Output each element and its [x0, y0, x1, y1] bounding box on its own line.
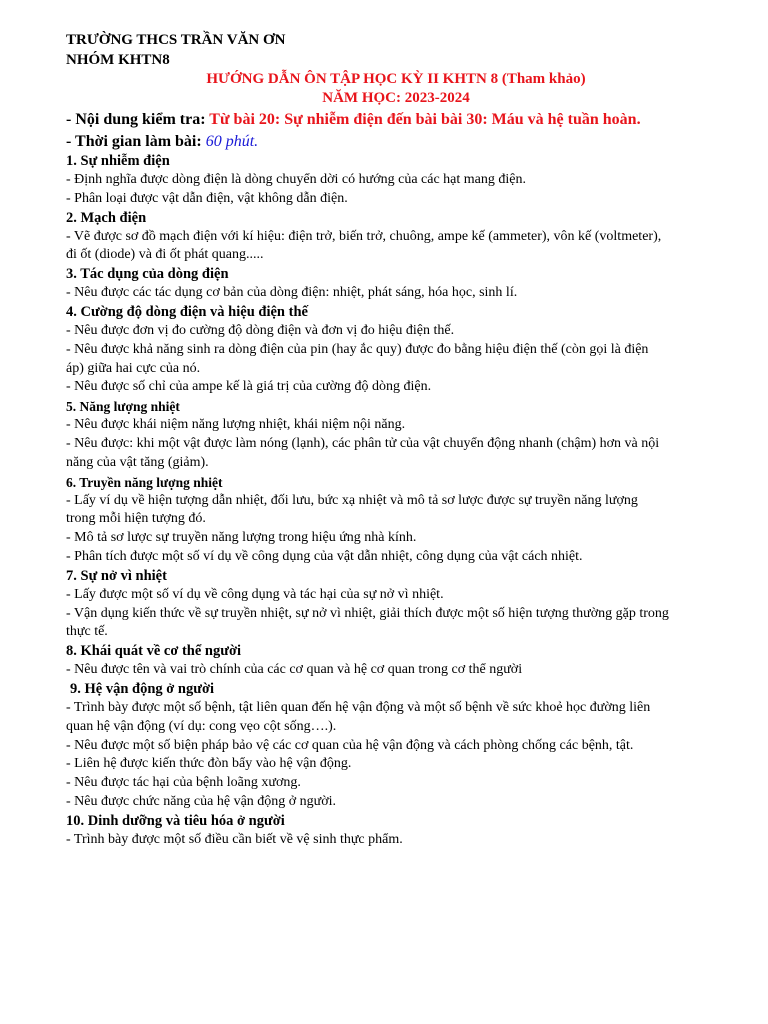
section-heading: 6. Truyền năng lượng nhiệt — [66, 474, 223, 490]
section — [66, 397, 726, 472]
school-name: TRƯỜNG THCS TRẦN VĂN ƠN — [66, 32, 286, 48]
section — [66, 265, 726, 303]
section-heading: 10. Dinh dưỡng và tiêu hóa ở người — [66, 812, 285, 829]
exam-content-value: Từ bài 20: Sự nhiễm điện đến bài bài 30: Máu và hệ tuần hoàn. — [209, 111, 641, 128]
section-line: thực tế. — [66, 624, 108, 640]
section-heading: 4. Cường độ dòng điện và hiệu điện thế — [66, 303, 308, 320]
exam-content-label: - Nội dung kiểm tra: — [66, 111, 210, 128]
section-line: áp) giữa hai cực của nó. — [66, 360, 201, 376]
section-line: - Nêu được khả năng sinh ra dòng điện của pin (hay ắc quy) được đo bằng hiệu điện thế (còn gọi là điện — [66, 341, 649, 357]
section-line: - Nêu được: khi một vật được làm nóng (lạnh), các phân tử của vật chuyển động nhanh (chậm) hơn và nội — [66, 435, 660, 451]
section-line: - Nêu được số chỉ của ampe kế là giá trị của cường độ dòng điện. — [66, 379, 432, 395]
section-line: - Nêu được các tác dụng cơ bản của dòng điện: nhiệt, phát sáng, hóa học, sinh lí. — [66, 285, 518, 301]
section-line: đi ốt (diode) và đi ốt phát quang..... — [66, 247, 264, 263]
section-line: - Trình bày được một số điều cần biết về vệ sinh thực phẩm. — [66, 831, 403, 847]
exam-content-line — [66, 109, 726, 130]
exam-time-value: 60 phút. — [205, 133, 259, 150]
section-line: - Phân loại được vật dẫn điện, vật không dẫn điện. — [66, 190, 348, 206]
section-line: - Nêu được một số biện pháp bảo vệ các cơ quan của hệ vận động và cách phòng chống các bệnh, tật. — [66, 737, 634, 753]
section-line: - Liên hệ được kiến thức đòn bẩy vào hệ vận động. — [66, 756, 352, 772]
exam-time-label: - Thời gian làm bài: — [66, 133, 206, 150]
section — [66, 473, 726, 567]
section-heading: 5. Năng lượng nhiệt — [66, 399, 180, 415]
section-line: - Lấy ví dụ về hiện tượng dẫn nhiệt, đối lưu, bức xạ nhiệt và mô tả sơ lược được sự truyền năng lượng — [66, 492, 638, 508]
section-heading: 1. Sự nhiễm điện — [66, 153, 170, 169]
section-heading: 2. Mạch điện — [66, 209, 147, 226]
section — [66, 642, 726, 680]
section — [66, 152, 726, 209]
exam-time-line — [66, 131, 726, 152]
section-heading: 8. Khái quát về cơ thể người — [66, 643, 242, 660]
section-line: - Định nghĩa được dòng điện là dòng chuyển dời có hướng của các hạt mang điện. — [66, 172, 526, 187]
section — [66, 812, 726, 850]
section-line: - Phân tích được một số ví dụ về công dụng của vật dẫn nhiệt, công dụng của vật cách nhiệt. — [66, 548, 583, 564]
sections-container — [66, 152, 726, 850]
section-line: - Nêu được chức năng của hệ vận động ở người. — [66, 793, 337, 809]
school-year: NĂM HỌC: 2023-2024 — [322, 90, 470, 106]
section-line: - Vận dụng kiến thức về sự truyền nhiệt, sự nở vì nhiệt, giải thích được một số hiện tượng thường gặp trong — [66, 605, 669, 621]
section — [66, 567, 726, 642]
section-line: trong mỗi hiện tượng đó. — [66, 511, 206, 527]
section-line: năng của vật tăng (giảm). — [66, 454, 209, 470]
section-heading: 7. Sự nở vì nhiệt — [66, 567, 167, 584]
section — [66, 303, 726, 397]
document-title: HƯỚNG DẪN ÔN TẬP HỌC KỲ II KHTN 8 (Tham khảo) — [206, 71, 586, 87]
section-line: - Nêu được tên và vai trò chính của các cơ quan và hệ cơ quan trong cơ thể người — [66, 662, 523, 678]
section — [66, 680, 726, 812]
section-line: - Vẽ được sơ đồ mạch điện với kí hiệu: điện trở, biến trở, chuông, ampe kế (ammeter), vôn kế (voltmeter), — [66, 228, 662, 244]
section-line: - Trình bày được một số bệnh, tật liên quan đến hệ vận động và một số bệnh về sức khoẻ học đường liên — [66, 699, 651, 715]
section-heading: 3. Tác dụng của dòng điện — [66, 266, 229, 283]
section-line: - Nêu được khái niệm năng lượng nhiệt, khái niệm nội năng. — [66, 417, 406, 433]
section-line: - Nêu được tác hại của bệnh loãng xương. — [66, 775, 301, 791]
section-line: - Nêu được đơn vị đo cường độ dòng điện và đơn vị đo hiệu điện thế. — [66, 322, 455, 338]
document-page — [66, 30, 726, 850]
section — [66, 209, 726, 266]
section-heading: 9. Hệ vận động ở người — [70, 680, 215, 697]
section-line: - Lấy được một số ví dụ về công dụng và tác hại của sự nở vì nhiệt. — [66, 586, 444, 602]
group-name: NHÓM KHTN8 — [66, 52, 170, 68]
section-line: quan hệ vận động (ví dụ: cong vẹo cột sống….). — [66, 718, 337, 734]
section-line: - Mô tả sơ lược sự truyền năng lượng trong hiệu ứng nhà kính. — [66, 530, 417, 546]
